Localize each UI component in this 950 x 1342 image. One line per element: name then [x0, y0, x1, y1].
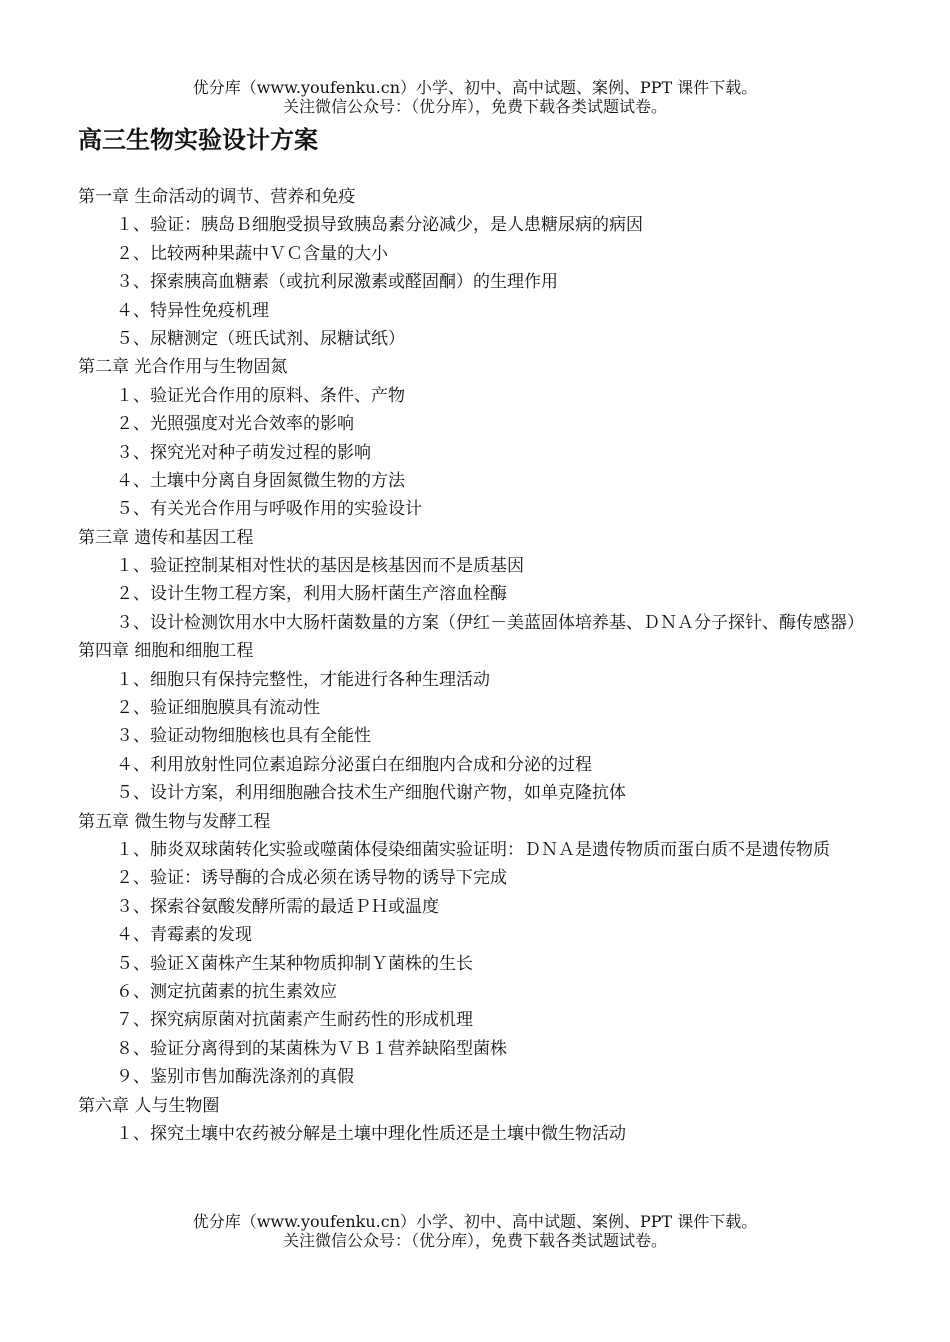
list-item: ２、验证细胞膜具有流动性 — [116, 698, 320, 719]
list-item: ５、设计方案，利用细胞融合技术生产细胞代谢产物，如单克隆抗体 — [116, 783, 626, 804]
list-item: ２、比较两种果蔬中ＶＣ含量的大小 — [116, 243, 388, 264]
list-item: １、细胞只有保持完整性，才能进行各种生理活动 — [116, 669, 490, 690]
list-item: ３、探究光对种子萌发过程的影响 — [116, 442, 371, 463]
chapter-heading: 第四章 细胞和细胞工程 — [78, 641, 254, 662]
list-item: ４、特异性免疫机理 — [116, 300, 269, 321]
list-item: ４、青霉素的发现 — [116, 925, 252, 946]
chapter-heading: 第五章 微生物与发酵工程 — [78, 811, 271, 832]
list-item: ３、探索胰高血糖素（或抗利尿激素或醛固酮）的生理作用 — [116, 272, 558, 293]
header-watermark — [0, 78, 950, 116]
list-item: ３、设计检测饮用水中大肠杆菌数量的方案（伊红－美蓝固体培养基、ＤＮＡ分子探针、酶传感器） — [116, 612, 864, 633]
list-item: ６、测定抗菌素的抗生素效应 — [116, 981, 337, 1002]
footer-line-1: 优分库（www.youfenku.cn）小学、初中、高中试题、案例、PPT 课件下载。 — [192, 1212, 758, 1231]
footer-watermark — [0, 1212, 950, 1250]
list-item: １、验证：胰岛Ｂ细胞受损导致胰岛素分泌减少，是人患糖尿病的病因 — [116, 215, 643, 236]
list-item: １、探究土壤中农药被分解是土壤中理化性质还是土壤中微生物活动 — [116, 1123, 626, 1144]
chapter-heading: 第三章 遗传和基因工程 — [78, 527, 254, 548]
list-item: ９、鉴别市售加酶洗涤剂的真假 — [116, 1067, 354, 1088]
list-item: ５、尿糖测定（班氏试剂、尿糖试纸） — [116, 328, 405, 349]
footer-line-2: 关注微信公众号：（优分库），免费下载各类试题试卷。 — [282, 1231, 667, 1250]
header-line-2: 关注微信公众号：（优分库），免费下载各类试题试卷。 — [282, 97, 667, 116]
list-item: ４、利用放射性同位素追踪分泌蛋白在细胞内合成和分泌的过程 — [116, 754, 592, 775]
list-item: ３、验证动物细胞核也具有全能性 — [116, 726, 371, 747]
list-item: ２、设计生物工程方案，利用大肠杆菌生产溶血栓酶 — [116, 584, 507, 605]
list-item: ７、探究病原菌对抗菌素产生耐药性的形成机理 — [116, 1010, 473, 1031]
list-item: ２、光照强度对光合效率的影响 — [116, 414, 354, 435]
list-item: ２、验证：诱导酶的合成必须在诱导物的诱导下完成 — [116, 868, 507, 889]
chapter-heading: 第二章 光合作用与生物固氮 — [78, 357, 288, 378]
list-item: ８、验证分离得到的某菌株为ＶＢ１营养缺陷型菌株 — [116, 1038, 507, 1059]
document-body — [78, 183, 878, 1148]
list-item: ５、有关光合作用与呼吸作用的实验设计 — [116, 499, 422, 520]
header-line-1: 优分库（www.youfenku.cn）小学、初中、高中试题、案例、PPT 课件下载。 — [192, 78, 758, 97]
list-item: ５、验证Ｘ菌株产生某种物质抑制Ｙ菌株的生长 — [116, 953, 473, 974]
list-item: ３、探索谷氨酸发酵所需的最适ＰＨ或温度 — [116, 896, 439, 917]
chapter-heading: 第六章 人与生物圈 — [78, 1095, 220, 1116]
list-item: １、验证控制某相对性状的基因是核基因而不是质基因 — [116, 556, 524, 577]
list-item: １、肺炎双球菌转化实验或噬菌体侵染细菌实验证明：ＤＮＡ是遗传物质而蛋白质不是遗传物质 — [116, 840, 830, 860]
document-title: 高三生物实验设计方案 — [78, 126, 318, 154]
list-item: １、验证光合作用的原料、条件、产物 — [116, 385, 405, 406]
chapter-heading: 第一章 生命活动的调节、营养和免疫 — [78, 187, 356, 207]
list-item: ４、土壤中分离自身固氮微生物的方法 — [116, 470, 405, 491]
